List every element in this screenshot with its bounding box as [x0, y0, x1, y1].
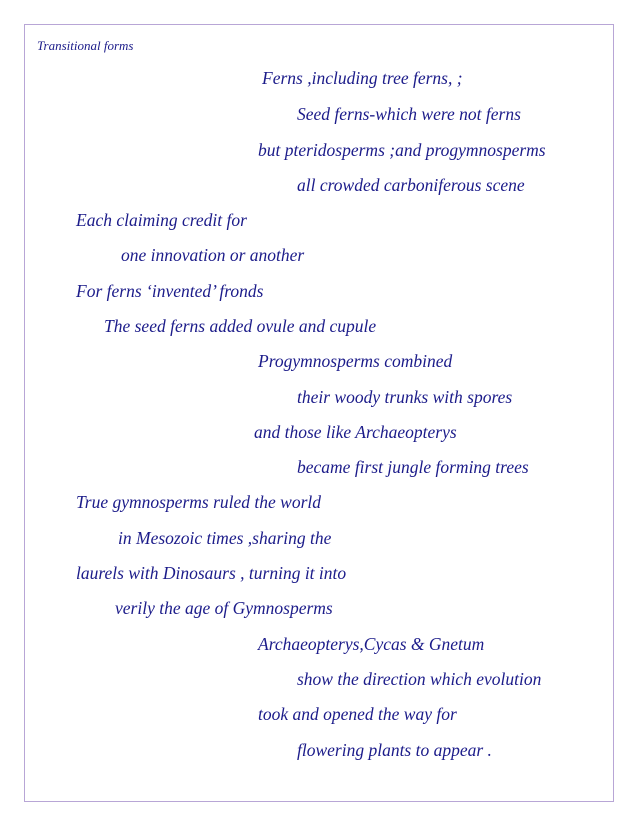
poem-line-1: Ferns ,including tree ferns, ;	[262, 68, 463, 88]
poem-line-15: laurels with Dinosaurs , turning it into	[76, 563, 347, 583]
poem-line-12: became first jungle forming trees	[297, 457, 529, 477]
poem-line-19: took and opened the way for	[258, 704, 457, 724]
poem-line-16: verily the age of Gymnosperms	[115, 598, 333, 618]
poem-line-17: Archaeopterys,Cycas & Gnetum	[258, 634, 485, 654]
poem-line-4: all crowded carboniferous scene	[297, 175, 525, 195]
poem-line-11: and those like Archaeopterys	[254, 422, 457, 442]
document-header: Transitional forms	[37, 38, 134, 53]
poem-line-13: True gymnosperms ruled the world	[76, 492, 321, 512]
poem-line-6: one innovation or another	[121, 245, 305, 265]
poem-line-5: Each claiming credit for	[76, 210, 247, 230]
poem-line-2: Seed ferns-which were not ferns	[297, 104, 521, 124]
poem-line-18: show the direction which evolution	[297, 669, 542, 689]
poem-line-20: flowering plants to appear .	[297, 740, 492, 760]
poem-line-8: The seed ferns added ovule and cupule	[104, 316, 377, 336]
poem-line-14: in Mesozoic times ,sharing the	[118, 528, 332, 548]
poem-line-7: For ferns ‘invented’ fronds	[76, 281, 264, 301]
poem-line-9: Progymnosperms combined	[258, 351, 453, 371]
poem-line-3: but pteridosperms ;and progymnosperms	[258, 140, 546, 160]
poem-line-10: their woody trunks with spores	[297, 387, 513, 407]
